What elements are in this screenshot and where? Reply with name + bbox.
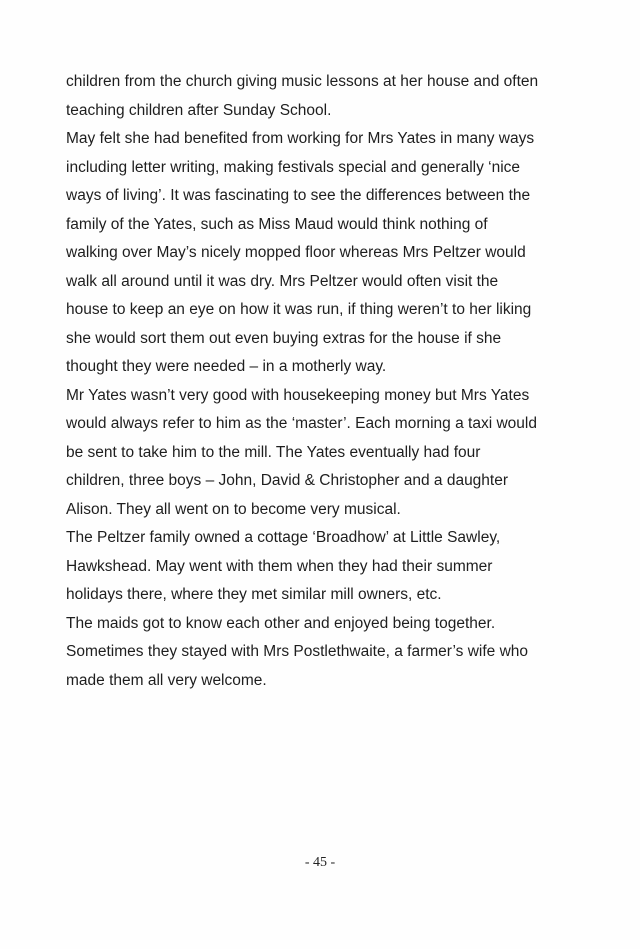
body-text xyxy=(66,68,586,695)
text-line: made them all very welcome. xyxy=(66,671,267,689)
text-line: teaching children after Sunday School. xyxy=(66,101,332,119)
text-line: children, three boys – John, David & Christopher and a daughter xyxy=(66,472,509,489)
text-line: Sometimes they stayed with Mrs Postlethwaite, a farmer’s wife who xyxy=(66,643,529,660)
text-line: children from the church giving music lessons at her house and often xyxy=(66,73,539,90)
text-line: walk all around until it was dry. Mrs Peltzer would often visit the xyxy=(66,272,499,290)
text-line: would always refer to him as the ‘master’. Each morning a taxi would xyxy=(66,415,537,432)
text-line: May felt she had benefited from working for Mrs Yates in many ways xyxy=(66,130,535,147)
text-line: house to keep an eye on how it was run, if thing weren’t to her liking xyxy=(66,301,532,318)
text-line: thought they were needed – in a motherly way. xyxy=(66,358,387,375)
text-line: ways of living’. It was fascinating to see the differences between the xyxy=(66,187,531,204)
text-line: she would sort them out even buying extras for the house if she xyxy=(66,329,502,347)
text-line: including letter writing, making festivals special and generally ‘nice xyxy=(66,158,521,176)
text-line: holidays there, where they met similar mill owners, etc. xyxy=(66,586,442,603)
text-line: The maids got to know each other and enjoyed being together. xyxy=(66,614,496,632)
text-line: be sent to take him to the mill. The Yates eventually had four xyxy=(66,443,481,461)
text-line: Mr Yates wasn’t very good with housekeeping money but Mrs Yates xyxy=(66,386,530,404)
text-line: family of the Yates, such as Miss Maud would think nothing of xyxy=(66,215,488,233)
text-line: walking over May’s nicely mopped floor whereas Mrs Peltzer would xyxy=(66,244,526,261)
text-line: Hawkshead. May went with them when they had their summer xyxy=(66,557,493,575)
page-number: - 45 - xyxy=(304,855,336,870)
text-line: Alison. They all went on to become very musical. xyxy=(66,500,401,518)
text-line: The Peltzer family owned a cottage ‘Broadhow’ at Little Sawley, xyxy=(66,529,501,546)
